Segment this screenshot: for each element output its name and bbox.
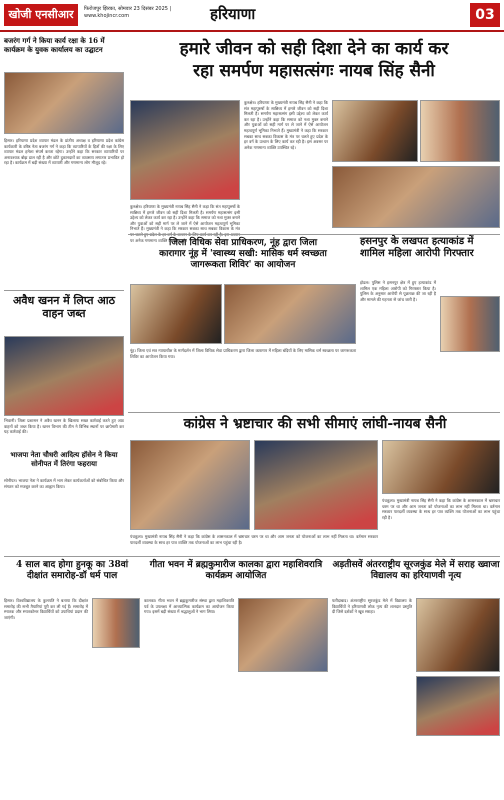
divider: [4, 290, 124, 291]
bottom-left-photo: [92, 598, 140, 648]
bottom-right-headline-text: अड़तीसवें अंतरराष्ट्रीय सूरजकुंड मेले में सराह ख्वाजा विद्यालय का हरियाणवी नृत्य: [332, 560, 500, 581]
main-photo-2: [332, 100, 418, 162]
main-photo-1: [130, 100, 240, 200]
main-headline: [128, 38, 500, 98]
section-title: हरियाणा: [210, 5, 256, 23]
bottom-right-body: फरीदाबाद। अंतरराष्ट्रीय सूरजकुंड मेले में विद्यालय के विद्यार्थियों ने हरियाणवी लोक नृत्य की शानदार प्रस्तुति दी जिसे दर्शकों ने खूब सराहा।: [332, 598, 412, 615]
arrest-headline-text: हसनपुर के लखपत हत्याकांड में शामिल महिला आरोपी गिरफ्तार: [360, 236, 474, 259]
bottom-right-headline: [332, 560, 500, 596]
bottom-right-photo-1: [416, 598, 500, 672]
main-body: कुरुक्षेत्र। हरियाणा के मुख्यमंत्री नायब सिंह सैनी ने कहा कि संत महापुरुषों के सान्निध्य में हमारे जीवन को सही दिशा मिलती है। समर्पण महासत्संग इसी उद्देश्य को लेकर कार्य कर रहा है। उन्होंने कहा कि समाज को नशा मुक्त बनाने और युवाओं को सही मार्ग पर ले जाने में ऐसे आयोजन महत्वपूर्ण भूमिका निभाते हैं। मुख्यमंत्री ने कहा कि सरकार सबका साथ सबका विकास के मंत्र पर चलते हुए प्रदेश के हर वर्ग के उत्थान के लिए कार्य कर रही है। इस अवसर पर अनेक गणमान्य व्यक्ति उपस्थित रहे।: [244, 100, 328, 150]
newspaper-logo: खोजी एनसीआर: [4, 4, 78, 26]
camp-headline-line3: जागरूकता शिविर' का आयोजन: [190, 260, 296, 270]
camp-headline-line1: जिला विधिक सेवा प्राधिकरण, नूंह द्वारा जिला: [168, 238, 318, 248]
main-headline-line1: हमारे जीवन को सही दिशा देने का कार्य कर: [179, 39, 449, 59]
main-photo-3: [420, 100, 500, 162]
divider: [128, 412, 500, 413]
congress-body-continued: पंचकूला। मुख्यमंत्री नायब सिंह सैनी ने कहा कि कांग्रेस के शासनकाल में भ्रष्टाचार चरम पर था और आम जनता को योजनाओं का लाभ नहीं मिलता था। वर्तमान सरकार पारदर्शी व्यवस्था के साथ हर पात्र व्यक्ति तक योजनाओं का लाभ पहुंचा रही है।: [130, 534, 378, 545]
main-body-continued: कुरुक्षेत्र। हरियाणा के मुख्यमंत्री नायब सिंह सैनी ने कहा कि संत महापुरुषों के सान्निध्य में हमारे जीवन को सही दिशा मिलती है। समर्पण महासत्संग इसी उद्देश्य को लेकर कार्य कर रहा है। उन्होंने कहा कि समाज को नशा मुक्त बनाने और युवाओं को सही मार्ग पर ले जाने में ऐसे आयोजन महत्वपूर्ण भूमिका निभाते हैं। मुख्यमंत्री ने कहा कि सरकार सबका साथ सबका विकास के मंत्र पर अनेक गणमान्य व्यक्ति उपस्थित रहे।: [130, 204, 240, 243]
left-mid-subbody: सोनीपत। भाजपा नेता ने कार्यक्रम में भाग लेकर कार्यकर्ताओं को संबोधित किया और संगठन को मजबूत करने का आह्वान किया।: [4, 478, 125, 489]
left-mid-headline-text: अवैध खनन में लिप्त आठ वाहन जब्त: [13, 294, 115, 320]
bottom-mid-headline-text: गीता भवन में ब्रह्मकुमारीज कालका द्वारा महाशिवरात्रि कार्यक्रम आयोजित: [149, 560, 323, 581]
left-mid-subheadline: [4, 450, 124, 476]
camp-body: नूंह। जिला एवं सत्र न्यायाधीश के मार्गदर्शन में जिला विधिक सेवा प्राधिकरण द्वारा जिला कारागार में महिला बंदियों के लिए मासिक धर्म स्वच्छता पर जागरूकता शिविर का आयोजन किया गया।: [130, 348, 356, 359]
bottom-left-body: हिसार। विश्वविद्यालय के कुलपति ने बताया कि दीक्षांत समारोह की सभी तैयारियां पूरी कर ली गई हैं। समारोह में स्नातक और स्नातकोत्तर विद्यार्थियों को उपाधियां प्रदान की जाएंगी।: [4, 598, 88, 620]
congress-headline-text: कांग्रेस ने भ्रष्टाचार की सभी सीमाएं लांघी-नायब सैनी: [183, 416, 447, 432]
congress-photo-3: [382, 440, 500, 494]
bottom-left-headline: [4, 560, 140, 596]
camp-photo-1: [130, 284, 222, 344]
divider: [4, 556, 500, 557]
main-headline-line2: रहा समर्पण महासत्संगः नायब सिंह सैनी: [193, 61, 435, 81]
camp-photo-2: [224, 284, 356, 344]
left-mid-subheadline-text: भाजपा नेता चौधरी आदित्य हॉसेन ने किया सोनीपत में तिरंगा फहराया: [10, 450, 118, 468]
main-photo-4: [332, 166, 500, 228]
masthead: [0, 0, 504, 32]
congress-body: पंचकूला। मुख्यमंत्री नायब सिंह सैनी ने कहा कि कांग्रेस के शासनकाल में भ्रष्टाचार चरम पर था और आम जनता को योजनाओं का लाभ नहीं मिलता था। वर्तमान सरकार पारदर्शी व्यवस्था के साथ हर पात्र व्यक्ति तक योजनाओं का लाभ पहुंचा रही है।: [382, 498, 500, 520]
left-top-photo: [4, 72, 124, 134]
congress-headline: [130, 414, 500, 438]
congress-photo-2: [254, 440, 378, 530]
camp-headline: [130, 238, 356, 282]
bottom-right-photo-2: [416, 676, 500, 736]
left-mid-body: भिवानी। जिला प्रशासन ने अवैध खनन के खिलाफ सख्त कार्रवाई करते हुए आठ वाहनों को जब्त किया है। खनन विभाग की टीम ने विभिन्न स्थानों पर छापेमारी कर यह कार्रवाई की।: [4, 418, 124, 435]
left-top-body: हिसार। हरियाणा प्रदेश व्यापार मंडल के प्रांतीय अध्यक्ष व हरियाणा प्रदेश कांग्रेस कार्यकारी के वरिष्ठ नेता बजरंग गर्ग ने कहा कि व्यापारियों के हितों की रक्षा के लिए व्यापार मंडल हमेशा संघर्ष करता रहेगा। उन्होंने कहा कि सरकार व्यापारियों पर अनावश्यक बोझ डाल रही है और छोटे दुकानदारों का व्यवसाय लगातार प्रभावित हो रहा है। कार्यक्रम में बड़ी संख्या में व्यापारी और गणमान्य लोग मौजूद रहे।: [4, 138, 124, 166]
bottom-mid-body: कालका। गीता भवन में ब्रह्मकुमारीज संस्था द्वारा महाशिवरात्रि पर्व के उपलक्ष्य में आध्यात्मिक कार्यक्रम का आयोजन किया गया। इसमें बड़ी संख्या में श्रद्धालुओं ने भाग लिया।: [144, 598, 234, 615]
congress-photo-1: [130, 440, 250, 530]
bottom-left-headline-text: 4 साल बाद होगा हुनकू का 38वां दीक्षांत समारोह-डॉ धर्म पाल: [15, 560, 129, 581]
arrest-body: होडल। पुलिस ने हसनपुर क्षेत्र में हुए हत्याकांड में शामिल एक महिला आरोपी को गिरफ्तार किया है। पुलिस के अनुसार आरोपी से पूछताछ की जा रही है और मामले की गहनता से जांच जारी है।: [360, 280, 436, 302]
left-top-headline: बजरंग गर्ग ने किया कार्य रक्षा के 16 में कार्यक्रम के युवक कार्यालय का उद्घाटन: [4, 36, 105, 54]
bottom-mid-photo: [238, 598, 328, 672]
left-mid-photo: [4, 336, 124, 416]
divider: [128, 234, 500, 235]
masthead-meta: फिरोजपुर झिरका, सोमवार 23 दिसंबर 2025 | www.khojincr.com: [84, 6, 172, 19]
page-number: 03: [470, 3, 500, 27]
arrest-headline: [360, 236, 500, 276]
camp-headline-line2: कारागार नूंह में 'स्वास्थ्य सखी: मासिक धर्म स्वच्छता: [159, 249, 327, 259]
bottom-mid-headline: [144, 560, 328, 596]
arrest-photo: [440, 296, 500, 352]
left-mid-headline: [4, 294, 124, 334]
